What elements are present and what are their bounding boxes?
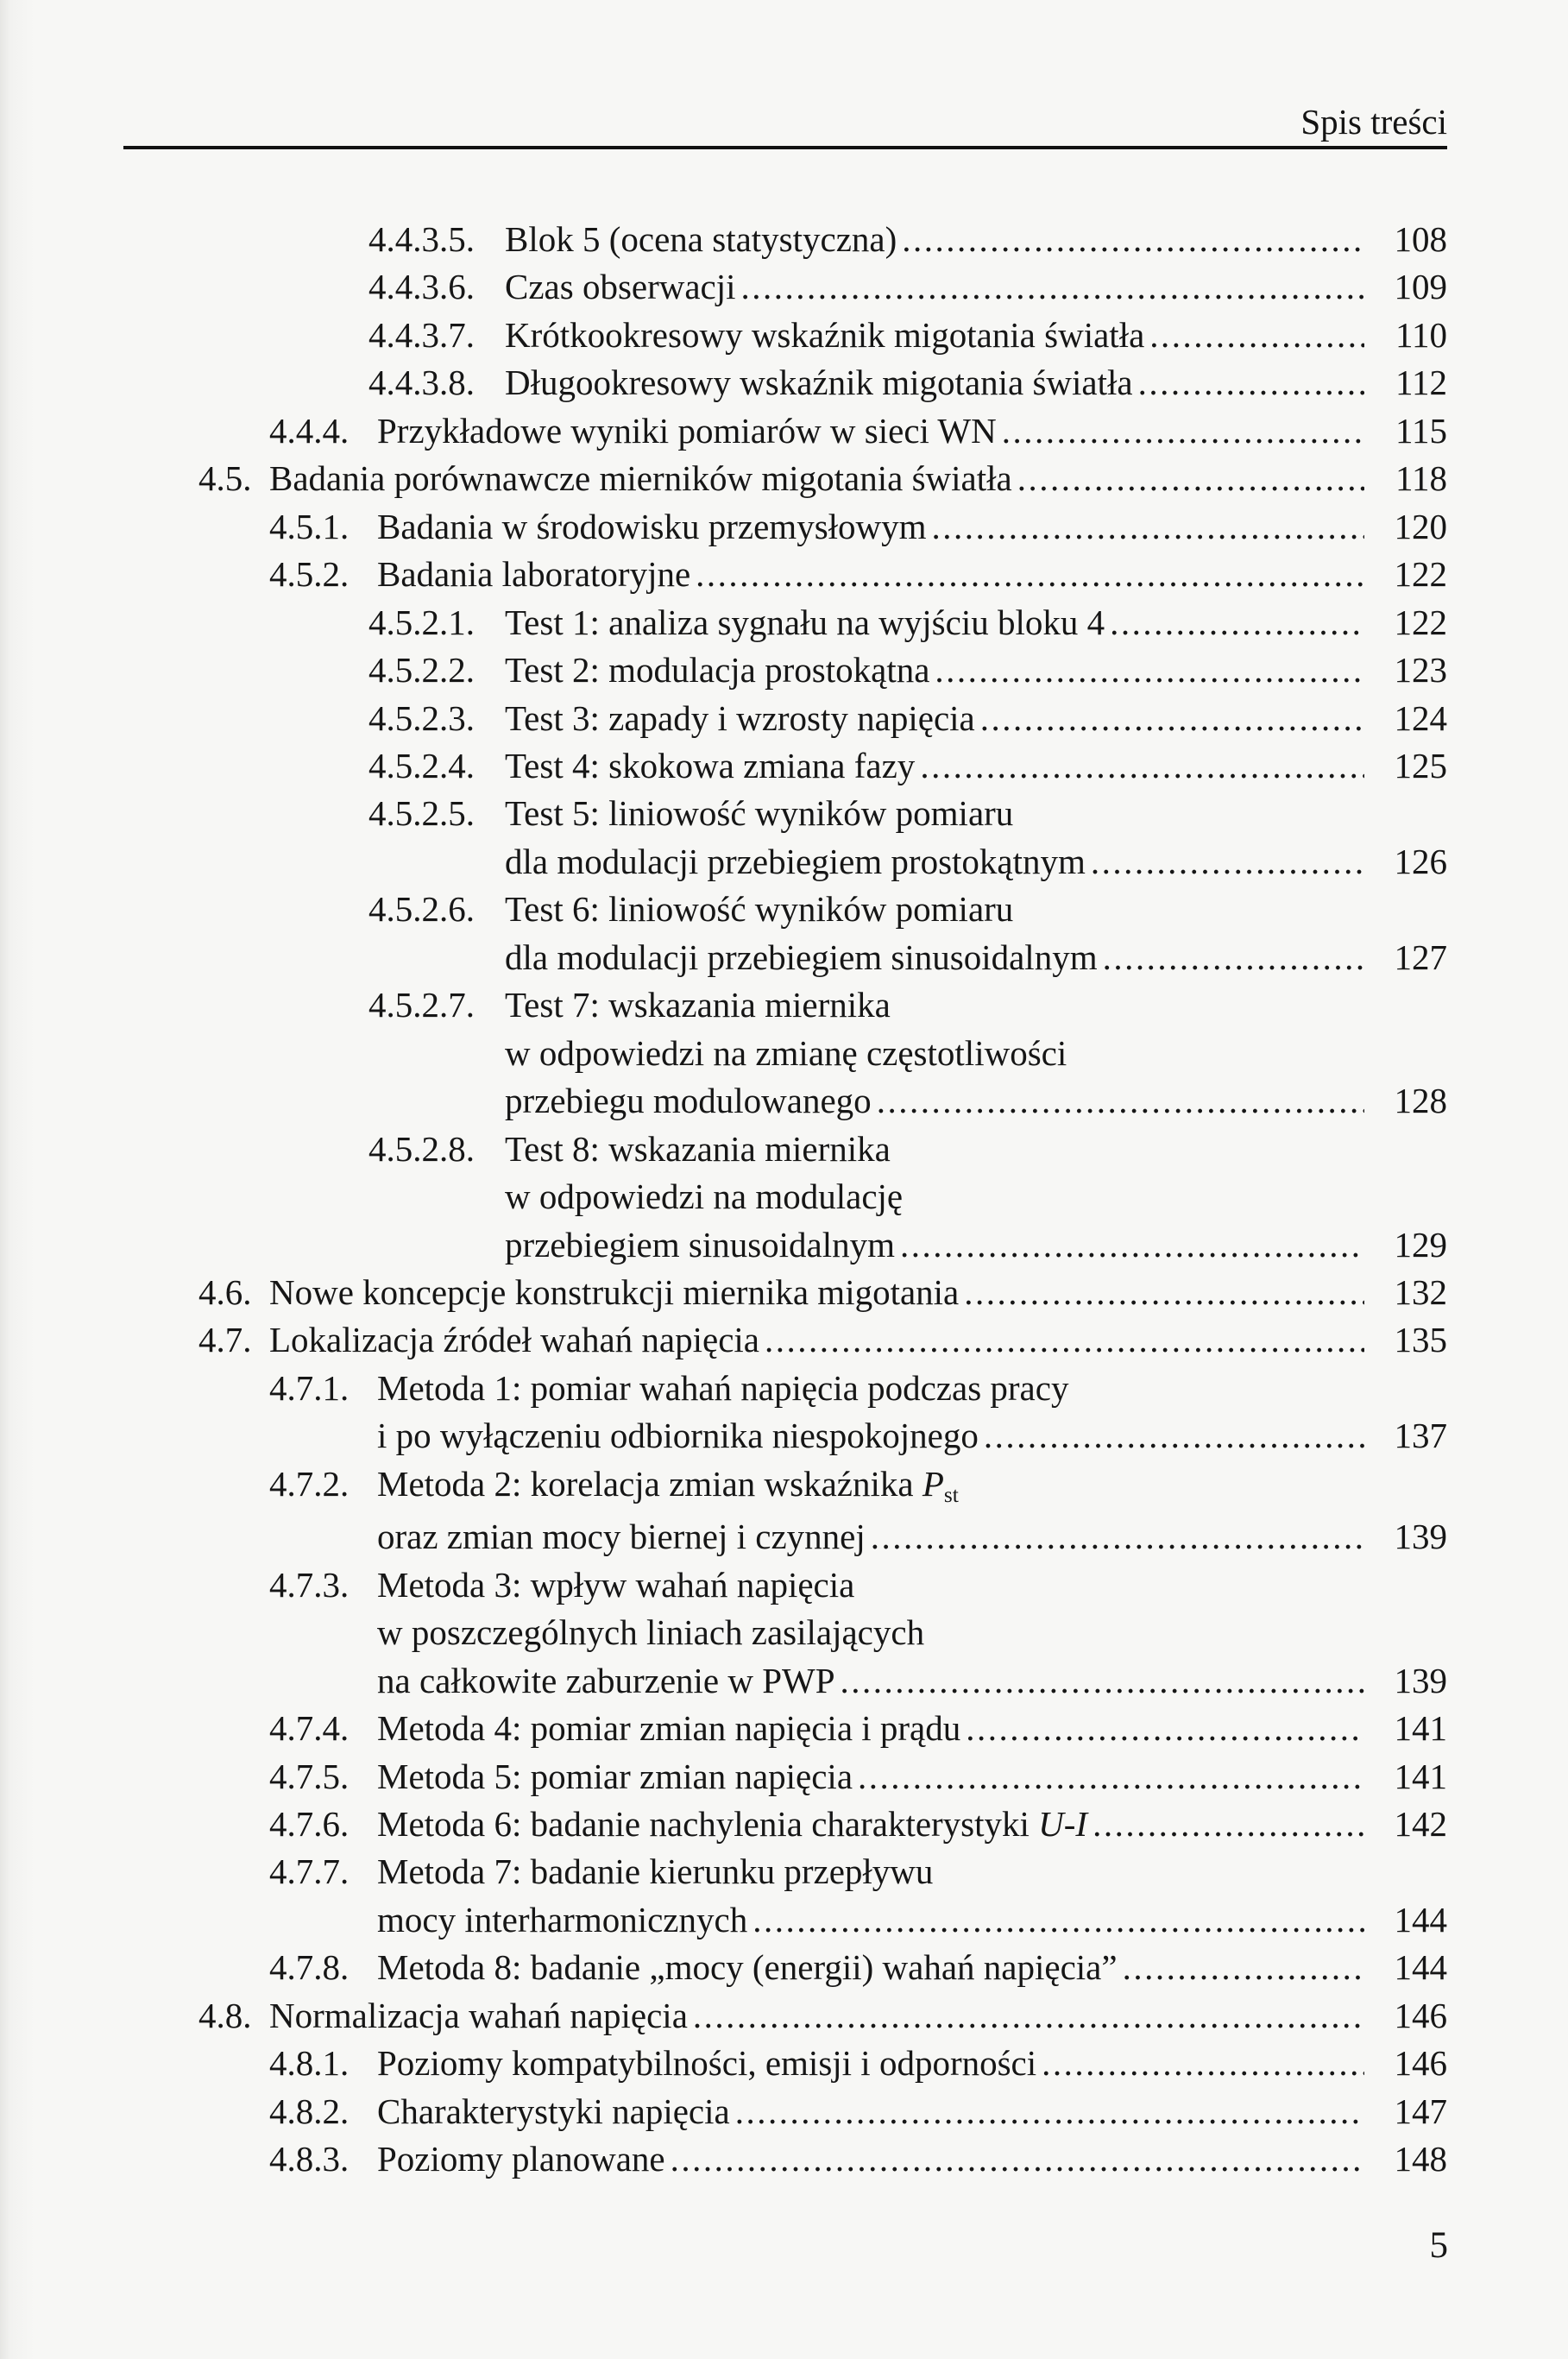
dot-leader: [765, 1316, 1364, 1364]
entry-number: 4.7.2.: [269, 1463, 349, 1504]
entry-page-number: 146: [1394, 2043, 1447, 2084]
entry-title-text: [377, 2135, 665, 2183]
entry-page-number: 125: [1394, 745, 1447, 785]
entry-title-segment: Test 3: zapady i wzrosty napięcia: [505, 697, 975, 738]
entry-title-segment: przebiegu modulowanego: [505, 1081, 872, 1121]
entry-number: 4.5.2.2.: [368, 650, 475, 691]
entry-number: 4.5.2.8.: [368, 1128, 475, 1169]
entry-title-text: [505, 1077, 872, 1125]
entry-title-segment: Charakterystyki napięcia: [377, 2091, 730, 2131]
dot-leader: [1093, 1801, 1364, 1848]
entry-title-segment: Poziomy planowane: [377, 2139, 665, 2179]
dot-leader: [1017, 455, 1364, 502]
entry-number: 4.5.2.4.: [368, 745, 475, 785]
entry-title-text: [505, 599, 1105, 647]
entry-title-segment: Normalizacja wahań napięcia: [269, 1995, 688, 2035]
toc-entry: [0, 1126, 1447, 1269]
entry-title-text: [377, 1412, 979, 1460]
entry-number: 4.7.1.: [269, 1367, 349, 1408]
toc-entry: [0, 455, 1447, 502]
entry-title-text: [269, 455, 1012, 502]
dot-leader: [671, 2135, 1364, 2183]
entry-title-segment: przebiegiem sinusoidalnym: [505, 1224, 896, 1265]
dot-leader: [1091, 838, 1364, 886]
entry-title-text: [377, 1463, 959, 1507]
entry-title-text: [377, 1612, 924, 1652]
dot-leader: [900, 1221, 1364, 1269]
entry-title-text: [377, 551, 690, 598]
dot-leader: [741, 263, 1364, 311]
entry-title-text: [505, 1221, 895, 1269]
toc-entry: [0, 2135, 1447, 2183]
entry-page-number: 132: [1394, 1271, 1447, 1312]
entry-page-number: 120: [1394, 506, 1447, 546]
entry-title-text: [505, 263, 736, 311]
toc-entry: [0, 1705, 1447, 1752]
entry-title-text: [505, 359, 1133, 407]
toc-entry: [0, 1848, 1447, 1944]
toc-entry: [0, 263, 1447, 311]
toc-entry: [0, 551, 1447, 598]
dot-leader: [1123, 1944, 1364, 1991]
entry-title-text: [505, 742, 915, 790]
entry-page-number: 126: [1394, 841, 1447, 881]
entry-number: 4.5.2.6.: [368, 889, 475, 930]
entry-title-text: [505, 1129, 891, 1169]
dot-leader: [735, 2088, 1364, 2135]
dot-leader: [696, 551, 1364, 598]
entry-title-segment: dla modulacji przebiegiem sinusoidalnym: [505, 937, 1098, 977]
entry-number: 4.5.1.: [269, 506, 349, 546]
entry-title-segment: U-I: [1038, 1803, 1088, 1844]
entry-page-number: 141: [1394, 1708, 1447, 1749]
entry-title-segment: Blok 5 (ocena statystyczna): [505, 219, 897, 259]
dot-leader: [1042, 2040, 1364, 2087]
entry-title-segment: w poszczególnych liniach zasilających: [377, 1612, 925, 1653]
dot-leader: [984, 1412, 1364, 1460]
entry-number: 4.5.: [198, 458, 252, 499]
entry-title-segment: Test 2: modulacja prostokątna: [505, 650, 930, 691]
entry-page-number: 144: [1394, 1899, 1447, 1940]
entry-title-segment: Czas obserwacji: [505, 267, 736, 307]
dot-leader: [1110, 599, 1364, 647]
entry-number: 4.8.: [198, 1995, 252, 2035]
entry-title-text: [505, 312, 1144, 359]
entry-page-number: 122: [1394, 602, 1447, 642]
entry-title-segment: Lokalizacja źródeł wahań napięcia: [269, 1320, 759, 1360]
entry-title-text: [269, 1316, 759, 1364]
entry-title-segment: Test 5: liniowość wyników pomiaru: [505, 793, 1014, 834]
entry-page-number: 118: [1395, 458, 1447, 499]
entry-number: 4.5.2.: [269, 554, 349, 595]
entry-page-number: 137: [1394, 1416, 1447, 1456]
entry-title-text: [505, 1176, 903, 1216]
entry-page-number: 129: [1394, 1224, 1447, 1265]
entry-number: 4.7.3.: [269, 1564, 349, 1605]
entry-page-number: 127: [1394, 937, 1447, 977]
footer-page-number: 5: [1429, 2225, 1448, 2266]
entry-title-segment: w odpowiedzi na modulację: [505, 1176, 904, 1217]
toc-entry: [0, 312, 1447, 359]
entry-title-text: [377, 1513, 866, 1561]
entry-title-segment: na całkowite zaburzenie w PWP: [377, 1660, 835, 1700]
entry-title-segment: Metoda 8: badanie „mocy (energii) wahań napięcia”: [377, 1947, 1118, 1988]
entry-title-segment: oraz zmian mocy biernej i czynnej: [377, 1517, 866, 1557]
dot-leader: [902, 216, 1364, 263]
entry-title-text: [505, 985, 891, 1025]
toc-entry: [0, 886, 1447, 981]
entry-page-number: 115: [1395, 410, 1447, 451]
entry-title-segment: Poziomy kompatybilności, emisji i odporności: [377, 2043, 1037, 2084]
entry-title-text: [505, 216, 897, 263]
toc-entry: [0, 599, 1447, 647]
entry-page-number: 146: [1394, 1995, 1447, 2035]
entry-title-text: [505, 934, 1098, 981]
dot-leader: [753, 1896, 1364, 1944]
entry-title-segment: Badania laboratoryjne: [377, 554, 691, 595]
entry-title-segment: mocy interharmonicznych: [377, 1899, 748, 1940]
entry-title-text: [377, 1801, 1087, 1848]
entry-number: 4.4.3.6.: [368, 267, 475, 307]
entry-page-number: 109: [1394, 267, 1447, 307]
running-head-title: Spis treści: [1300, 102, 1447, 142]
entry-title-segment: Badania w środowisku przemysłowym: [377, 506, 927, 546]
entry-number: 4.5.2.7.: [368, 985, 475, 1025]
toc-entry: [0, 790, 1447, 886]
entry-number: 4.5.2.1.: [368, 602, 475, 642]
toc-entry: [0, 1460, 1447, 1561]
entry-page-number: 139: [1394, 1517, 1447, 1557]
entry-title-text: [377, 2040, 1036, 2087]
toc-entry: [0, 2088, 1447, 2135]
entry-number: 4.4.3.7.: [368, 314, 475, 355]
entry-title-segment: Test 1: analiza sygnału na wyjściu bloku 4: [505, 602, 1105, 642]
entry-title-text: [505, 647, 929, 694]
entry-page-number: 108: [1394, 219, 1447, 259]
entry-title-text: [377, 407, 997, 455]
dot-leader: [1138, 359, 1364, 407]
entry-title-segment: Krótkookresowy wskaźnik migotania światła: [505, 314, 1145, 355]
entry-title-segment: Test 4: skokowa zmiana fazy: [505, 745, 916, 785]
toc-entry: [0, 503, 1447, 551]
toc-entry: [0, 216, 1447, 263]
dot-leader: [877, 1077, 1364, 1125]
dot-leader: [1002, 407, 1364, 455]
entry-page-number: 139: [1394, 1660, 1447, 1700]
entry-title-segment: Metoda 4: pomiar zmian napięcia i prądu: [377, 1708, 961, 1749]
entry-number: 4.7.5.: [269, 1756, 349, 1796]
toc-entry: [0, 1944, 1447, 1991]
toc-entry: [0, 1316, 1447, 1364]
entry-title-text: [505, 793, 1013, 833]
toc-entry: [0, 1561, 1447, 1705]
entry-title-text: [377, 1565, 854, 1605]
entry-page-number: 112: [1395, 363, 1447, 403]
entry-title-text: [505, 838, 1086, 886]
entry-title-segment: st: [943, 1482, 959, 1507]
entry-title-text: [377, 1896, 747, 1944]
toc-entry: [0, 1992, 1447, 2040]
entry-title-segment: Metoda 7: badanie kierunku przepływu: [377, 1851, 934, 1892]
entry-number: 4.6.: [198, 1271, 252, 1312]
table-of-contents: [0, 216, 1447, 2184]
toc-entry: [0, 1365, 1447, 1460]
toc-entry: [0, 407, 1447, 455]
entry-title-text: [377, 1368, 1068, 1408]
entry-number: 4.8.3.: [269, 2139, 349, 2179]
entry-number: 4.7.4.: [269, 1708, 349, 1749]
toc-entry: [0, 981, 1447, 1125]
dot-leader: [980, 695, 1364, 742]
entry-number: 4.5.2.3.: [368, 697, 475, 738]
entry-title-segment: i po wyłączeniu odbiornika niespokojnego: [377, 1416, 979, 1456]
entry-title-text: [377, 1705, 960, 1752]
entry-page-number: 144: [1394, 1947, 1447, 1988]
entry-title-segment: Długookresowy wskaźnik migotania światła: [505, 363, 1133, 403]
entry-page-number: 141: [1394, 1756, 1447, 1796]
toc-entry: [0, 2040, 1447, 2087]
dot-leader: [841, 1657, 1364, 1705]
entry-title-segment: Metoda 5: pomiar zmian napięcia: [377, 1756, 853, 1796]
entry-number: 4.4.4.: [269, 410, 349, 451]
entry-title-text: [505, 1033, 1067, 1073]
entry-page-number: 122: [1394, 554, 1447, 595]
entry-title-segment: Test 6: liniowość wyników pomiaru: [505, 889, 1014, 930]
toc-entry: [0, 647, 1447, 694]
entry-title-segment: P: [922, 1463, 944, 1504]
entry-title-segment: Metoda 6: badanie nachylenia charakterystyki: [377, 1803, 1039, 1844]
entry-title-text: [377, 1851, 933, 1891]
entry-page-number: 135: [1394, 1320, 1447, 1360]
entry-title-segment: dla modulacji przebiegiem prostokątnym: [505, 841, 1086, 881]
entry-title-text: [377, 1944, 1118, 1991]
entry-number: 4.8.2.: [269, 2091, 349, 2131]
entry-title-segment: Nowe koncepcje konstrukcji miernika migotania: [269, 1271, 960, 1312]
entry-title-text: [269, 1269, 959, 1316]
entry-page-number: 128: [1394, 1081, 1447, 1121]
toc-entry: [0, 742, 1447, 790]
entry-title-text: [377, 1657, 835, 1705]
dot-leader: [693, 1992, 1364, 2040]
entry-number: 4.8.1.: [269, 2043, 349, 2084]
entry-title-text: [377, 2088, 730, 2135]
dot-leader: [871, 1513, 1364, 1561]
entry-number: 4.7.6.: [269, 1803, 349, 1844]
entry-page-number: 148: [1394, 2139, 1447, 2179]
dot-leader: [966, 1705, 1364, 1752]
toc-entry: [0, 1801, 1447, 1848]
entry-title-text: [505, 695, 975, 742]
toc-entry: [0, 1269, 1447, 1316]
dot-leader: [1103, 934, 1364, 981]
entry-page-number: 110: [1395, 314, 1447, 355]
entry-number: 4.7.8.: [269, 1947, 349, 1988]
entry-title-text: [269, 1992, 688, 2040]
entry-page-number: 142: [1394, 1803, 1447, 1844]
entry-page-number: 147: [1394, 2091, 1447, 2131]
dot-leader: [964, 1269, 1364, 1316]
entry-title-segment: Test 7: wskazania miernika: [505, 985, 891, 1025]
entry-number: 4.7.: [198, 1320, 252, 1360]
entry-number: 4.4.3.8.: [368, 363, 475, 403]
entry-title-text: [377, 503, 927, 551]
entry-title-segment: Metoda 2: korelacja zmian wskaźnika: [377, 1463, 923, 1504]
entry-title-segment: Test 8: wskazania miernika: [505, 1128, 891, 1169]
dot-leader: [932, 503, 1364, 551]
entry-title-segment: Badania porównawcze mierników migotania światła: [269, 458, 1012, 499]
dot-leader: [935, 647, 1364, 694]
entry-title-text: [505, 889, 1013, 929]
dot-leader: [1149, 312, 1364, 359]
toc-entry: [0, 695, 1447, 742]
entry-title-segment: w odpowiedzi na zmianę częstotliwości: [505, 1032, 1067, 1073]
header-rule: [123, 146, 1447, 149]
entry-title-segment: Przykładowe wyniki pomiarów w sieci WN: [377, 410, 997, 451]
entry-title-segment: Metoda 1: pomiar wahań napięcia podczas pracy: [377, 1367, 1069, 1408]
dot-leader: [920, 742, 1364, 790]
dot-leader: [858, 1753, 1364, 1801]
entry-number: 4.5.2.5.: [368, 793, 475, 834]
toc-entry: [0, 359, 1447, 407]
toc-entry: [0, 1753, 1447, 1801]
entry-title-segment: Metoda 3: wpływ wahań napięcia: [377, 1564, 855, 1605]
entry-title-text: [377, 1753, 853, 1801]
entry-page-number: 124: [1394, 697, 1447, 738]
entry-number: 4.4.3.5.: [368, 219, 475, 259]
entry-page-number: 123: [1394, 650, 1447, 691]
entry-number: 4.7.7.: [269, 1851, 349, 1892]
